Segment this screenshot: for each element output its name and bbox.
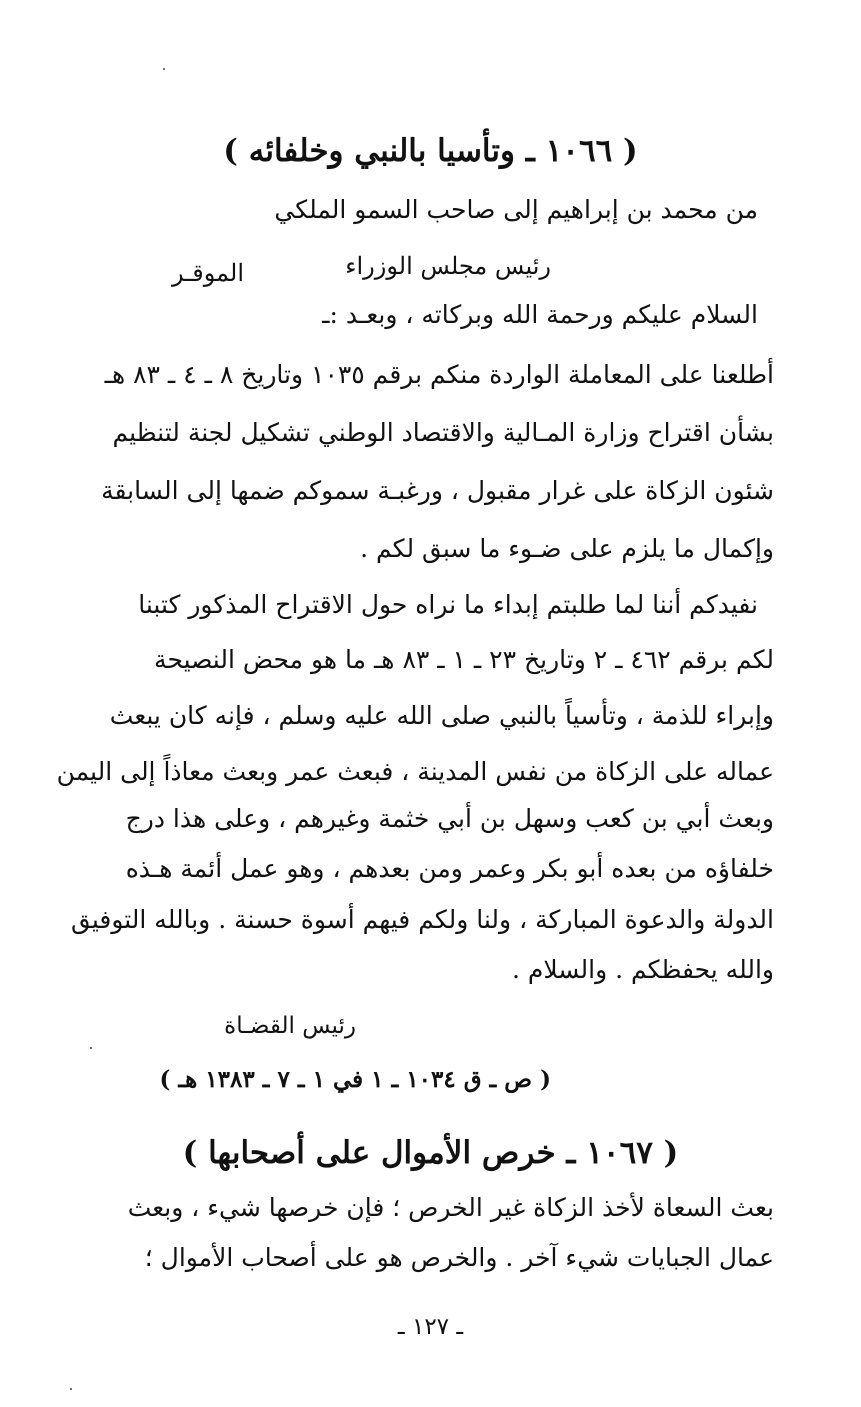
scan-speck — [163, 68, 165, 70]
addressee-title: رئيس مجلس الوزراء — [345, 252, 551, 280]
paragraph-1-line: أطلعنا على المعاملة الواردة منكم برقم ١٠٣٥ وتاريخ ٨ ـ ٤ ـ ٨٣ هـ — [104, 360, 774, 389]
paragraph-2-line: لكم برقم ٤٦٢ ـ ٢ وتاريخ ٢٣ ـ ١ ـ ٨٣ هـ ما هو محض النصيحة — [154, 645, 774, 674]
section-heading-1066: ( ١٠٦٦ ـ وتأسيا بالنبي وخلفائه ) — [223, 133, 638, 169]
paragraph-2-line: خلفاؤه من بعده أبو بكر وعمر ومن بعدهم ، وهو عمل أئمة هـذه — [125, 854, 774, 883]
paragraph-1-line: بشأن اقتراح وزارة المـالية والاقتصاد الوطني تشكيل لجنة لتنظيم — [112, 418, 774, 447]
signatory: رئيس القضـاة — [224, 1013, 356, 1039]
paragraph-2-line: الدولة والدعوة المباركة ، ولنا ولكم فيهم أسوة حسنة . وبالله التوفيق — [70, 905, 774, 934]
paragraph-1-line: وإكمال ما يلزم على ضـوء ما سبق لكم . — [360, 534, 774, 563]
section-heading-1067: ( ١٠٦٧ ـ خرص الأموال على أصحابها ) — [182, 1135, 679, 1171]
paragraph-2-line: عماله على الزكاة من نفس المدينة ، فبعث عمر وبعث معاذاً إلى اليمن — [56, 757, 774, 786]
sender-line: من محمد بن إبراهيم إلى صاحب السمو الملكي — [274, 195, 758, 224]
paragraph-1-line: شئون الزكاة على غرار مقبول ، ورغبـة سموكم ضمها إلى السابقة — [101, 476, 774, 505]
greeting-line: السلام عليكم ورحمة الله وبركاته ، وبعـد :ـ — [322, 300, 758, 329]
scan-speck — [90, 1047, 92, 1049]
paragraph-1067-line: بعث السعاة لأخذ الزكاة غير الخرص ؛ فإن خرصها شيء ، وبعث — [127, 1193, 774, 1222]
paragraph-2-line: وإبراء للذمة ، وتأسياً بالنبي صلى الله عليه وسلم ، فإنه كان يبعث — [109, 701, 774, 730]
paragraph-2-line: نفيدكم أننا لما طلبتم إبداء ما نراه حول الاقتراح المذكور كتبنا — [138, 590, 758, 619]
paragraph-2-line: وبعث أبي بن كعب وسهل بن أبي خثمة وغيرهم ، وعلى هذا درج — [125, 804, 774, 833]
paragraph-1067-line: عمال الجبايات شيء آخر . والخرص هو على أصحاب الأموال ؛ — [144, 1243, 774, 1272]
reference-note: ( ص ـ ق ١٠٣٤ ـ ١ في ١ ـ ٧ ـ ١٣٨٣ هـ ) — [159, 1066, 551, 1093]
addressee-honorific: الموقـر — [172, 259, 244, 287]
page-number: ـ ١٢٧ ـ — [397, 1314, 464, 1340]
scan-speck — [70, 1388, 72, 1390]
paragraph-2-line: والله يحفظكم . والسلام . — [511, 955, 774, 984]
